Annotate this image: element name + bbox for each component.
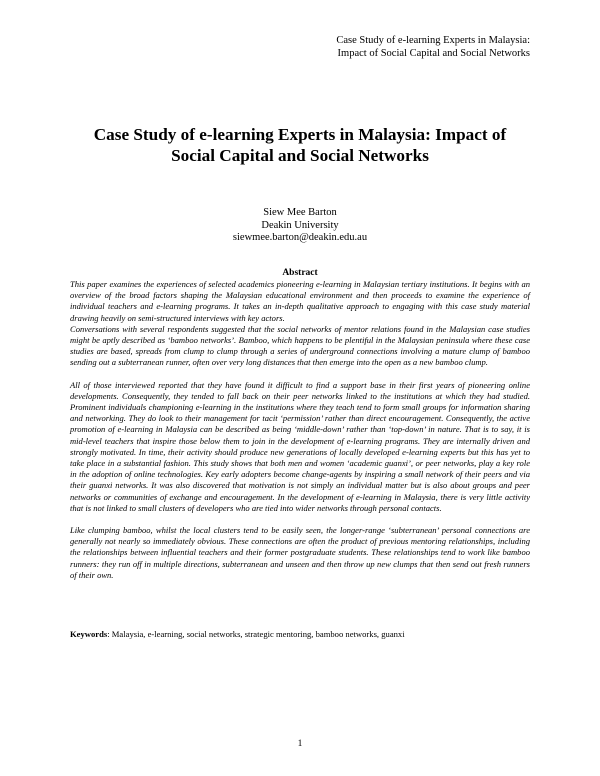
author-block [0,207,600,245]
running-head-line-1: Case Study of e-learning Experts in Malaysia: [336,35,530,46]
keywords-text: : Malaysia, e-learning, social networks, strategic mentoring, bamboo networks, guanxi [107,629,405,639]
keywords-line [70,629,540,640]
abstract-paragraph-1: This paper examines the experiences of selected academics pioneering e-learning in Malaysian tertiary institutions. It begins with an overview of the broad factors shaping the Malaysian educational environment and then proceeds to examine the experience of individual teachers and e-learning programs. It takes an in-depth qualitative approach to engaging with this case study material drawing heavily on semi-structured interviews with key actors. [70,279,530,323]
paper-title [60,124,540,166]
running-head [230,34,530,60]
abstract-heading: Abstract [282,268,318,278]
paper-title-line-1: Case Study of e-learning Experts in Malaysia: Impact of [93,125,507,144]
abstract-body [70,279,530,592]
paper-title-line-2: Social Capital and Social Networks [171,146,429,165]
abstract-paragraph-2: Conversations with several respondents suggested that the social networks of mentor relations found in the Malaysian case studies might be aptly described as ‘bamboo networks’. Bamboo, which happens to be plentiful in the Malaysian peninsula where these case studies are based, spreads from clump to clump through a series of underground connections involving a mature clump of bamboo sending out a subterranean runner, often over very long distances that then emerge into the open as a new bamboo clump. [70,323,530,368]
author-affiliation: Deakin University [261,219,339,231]
author-name: Siew Mee Barton [263,207,337,218]
keywords-label: Keywords [70,629,108,639]
abstract-paragraph-3: All of those interviewed reported that they have found it difficult to find a support base in their first years of pioneering online developments. Consequently, they tended to fall back on their peer networks linked to the institutions at which they had studied. Prominent individuals championing e-learning in the institutions where they teach tend to form small groups for information sharing and networking. They do look to their management for tacit ‘permission’ rather than direct encouragement. Consequently, the active promotion of e-learning in Malaysia can be described as being ‘middle-down’ rather than ‘top-down’ in nature. That is to say, it is mid-level teachers that inspire those below them to join in the development of e-learning programs. They are internally driven and strongly motivated. In time, their activity should produce new generations of locally developed e-learning experts but this has yet to take place in a substantial fashion. This study shows that both men and women ‘academic guanxi’, or peer networks, play a key role in the adoption of online technologies. Key early adopters become change-agents by inspiring a small network of their peers and via their guanxi networks. It was also discovered that motivation is not simply an individual matter but is also about groups and peer networks or communities of exchange and encouragement. In the development of e-learning in Malaysia, there is very little activity that is not linked to small clusters of developers who are tied into wider networks through personal contacts. [70,379,530,513]
page-number: 1 [297,739,303,749]
running-head-line-2: Impact of Social Capital and Social Networks [337,48,530,59]
abstract-paragraph-4: Like clumping bamboo, whilst the local clusters tend to be easily seen, the longer-range ‘subterranean’ personal connections are generally not nearly so immediately obvious. These connections are often the product of previous mentoring relationships, including the relationships between influential teachers and their former postgraduate students. These relationships tend to work like bamboo runners: they run off in multiple directions, subterranean and unseen and then throw up new clumps that then send out fresh runners of their own. [70,525,530,580]
author-email: siewmee.barton@deakin.edu.au [232,232,368,243]
